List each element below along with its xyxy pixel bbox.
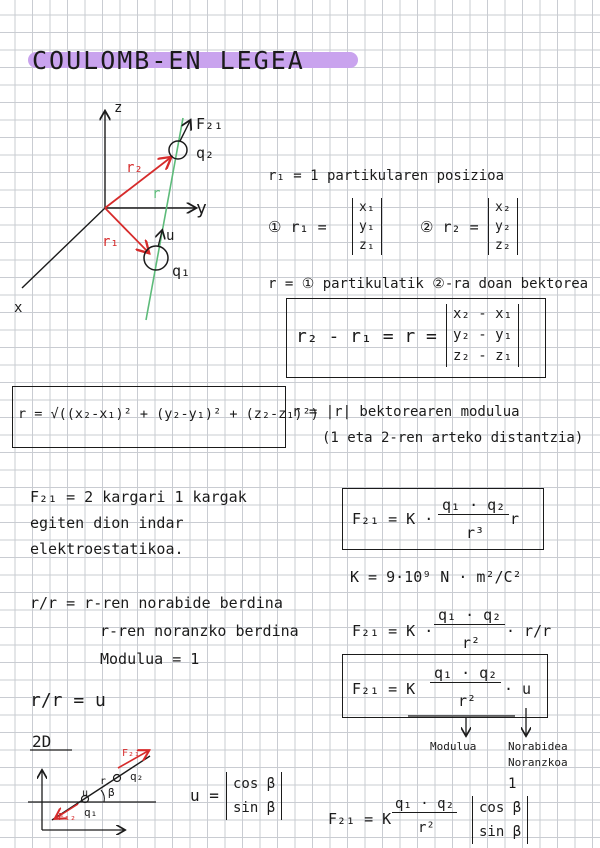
page-title: COULOMB-EN LEGEA (32, 46, 305, 75)
u-vector-label: u (166, 228, 175, 244)
small-beta-label: β (108, 786, 115, 799)
p2-label: ② r₂ = (420, 218, 479, 236)
small-r-label: r (100, 776, 107, 787)
unit-vector-note-1: r/r = r-ren norabide berdina (30, 594, 283, 612)
small-q1-label: q₁ (84, 806, 98, 819)
final-numerator: q₁ · q₂ (392, 796, 457, 813)
unit-vector-note-2: r-ren noranzko berdina (100, 622, 299, 640)
r1-vector-label: r₁ (102, 234, 119, 250)
formula1-lhs: F₂₁ = K · (352, 510, 434, 528)
axis-y-label: y (196, 198, 207, 219)
unit-vector-equation: r/r = u (30, 690, 106, 711)
modulus-formula: r = √((x₂-x₁)² + (y₂-y₁)² + (z₂-z₁)²) (18, 406, 319, 422)
small-f12-label: F₁₂ (58, 812, 77, 823)
final-denominator: r² (418, 820, 435, 836)
u-components-label: u = (190, 786, 219, 805)
formula2-denominator: r² (462, 634, 481, 652)
axis-x-label: x (14, 300, 23, 316)
formula3-lhs: F₂₁ = K (352, 680, 416, 698)
r-definition: r = ① partikulatik ②-ra doan bektorea (268, 276, 589, 292)
r-vector-line (146, 118, 183, 320)
label-modulus: Modulua (430, 740, 477, 753)
f21-definition-2: egiten dion indar (30, 514, 184, 532)
p2-column: x₂ y₂ z₂ (488, 198, 518, 255)
formula2-numerator: q₁ · q₂ (434, 606, 505, 625)
charge-q2-label: q₂ (196, 144, 215, 162)
small-f21-label: F₂₁ (122, 748, 141, 759)
final-top: 1 (508, 776, 517, 792)
final-column: cos β sin β (472, 796, 528, 844)
difference-column: x₂ - x₁ y₂ - y₁ z₂ - z₁ (446, 304, 519, 367)
coulomb-constant: K = 9·10⁹ N · m²/C² (350, 568, 522, 586)
f21-definition-1: F₂₁ = 2 kargari 1 kargak (30, 488, 247, 506)
difference-equation: r₂ - r₁ = r = (296, 326, 437, 347)
small-u-label: u (82, 788, 89, 799)
final-lhs: F₂₁ = K (328, 810, 392, 828)
charge-q1-label: q₁ (172, 262, 191, 280)
p1-column: x₁ y₁ z₁ (352, 198, 382, 255)
force-f21-label: F₂₁ (196, 115, 224, 133)
formula2-lhs: F₂₁ = K · (352, 622, 434, 640)
formula3-tail: · u (504, 680, 532, 698)
axis-z-label: z (114, 100, 123, 116)
formula1-denominator: r³ (466, 524, 485, 542)
p1-label: ① r₁ = (268, 218, 327, 236)
label-sense: Noranzkoa (508, 756, 568, 769)
x-axis (22, 208, 105, 288)
f21-definition-3: elektroestatikoa. (30, 540, 184, 558)
modulus-definition-2: (1 eta 2-ren arteko distantzia) (322, 430, 584, 446)
formula1-numerator: q₁ · q₂ (438, 496, 509, 515)
formula1-tail: r (510, 510, 520, 528)
unit-vector-note-3: Modulua = 1 (100, 650, 200, 668)
modulus-definition-1: r = |r| bektorearen modulua (292, 404, 520, 420)
r-vector-label: r (152, 186, 161, 202)
label-direction: Norabidea (508, 740, 568, 753)
formula3-denominator: r² (458, 692, 477, 710)
formula2-tail: · r/r (506, 622, 552, 640)
u-components-column: cos β sin β (226, 772, 282, 820)
r1-definition: r₁ = 1 partikularen posizioa (268, 168, 505, 184)
r2-vector-label: r₂ (126, 160, 143, 176)
section-2d-title: 2D (32, 732, 52, 751)
small-q2-label: q₂ (130, 770, 144, 783)
formula3-numerator: q₁ · q₂ (430, 664, 501, 683)
